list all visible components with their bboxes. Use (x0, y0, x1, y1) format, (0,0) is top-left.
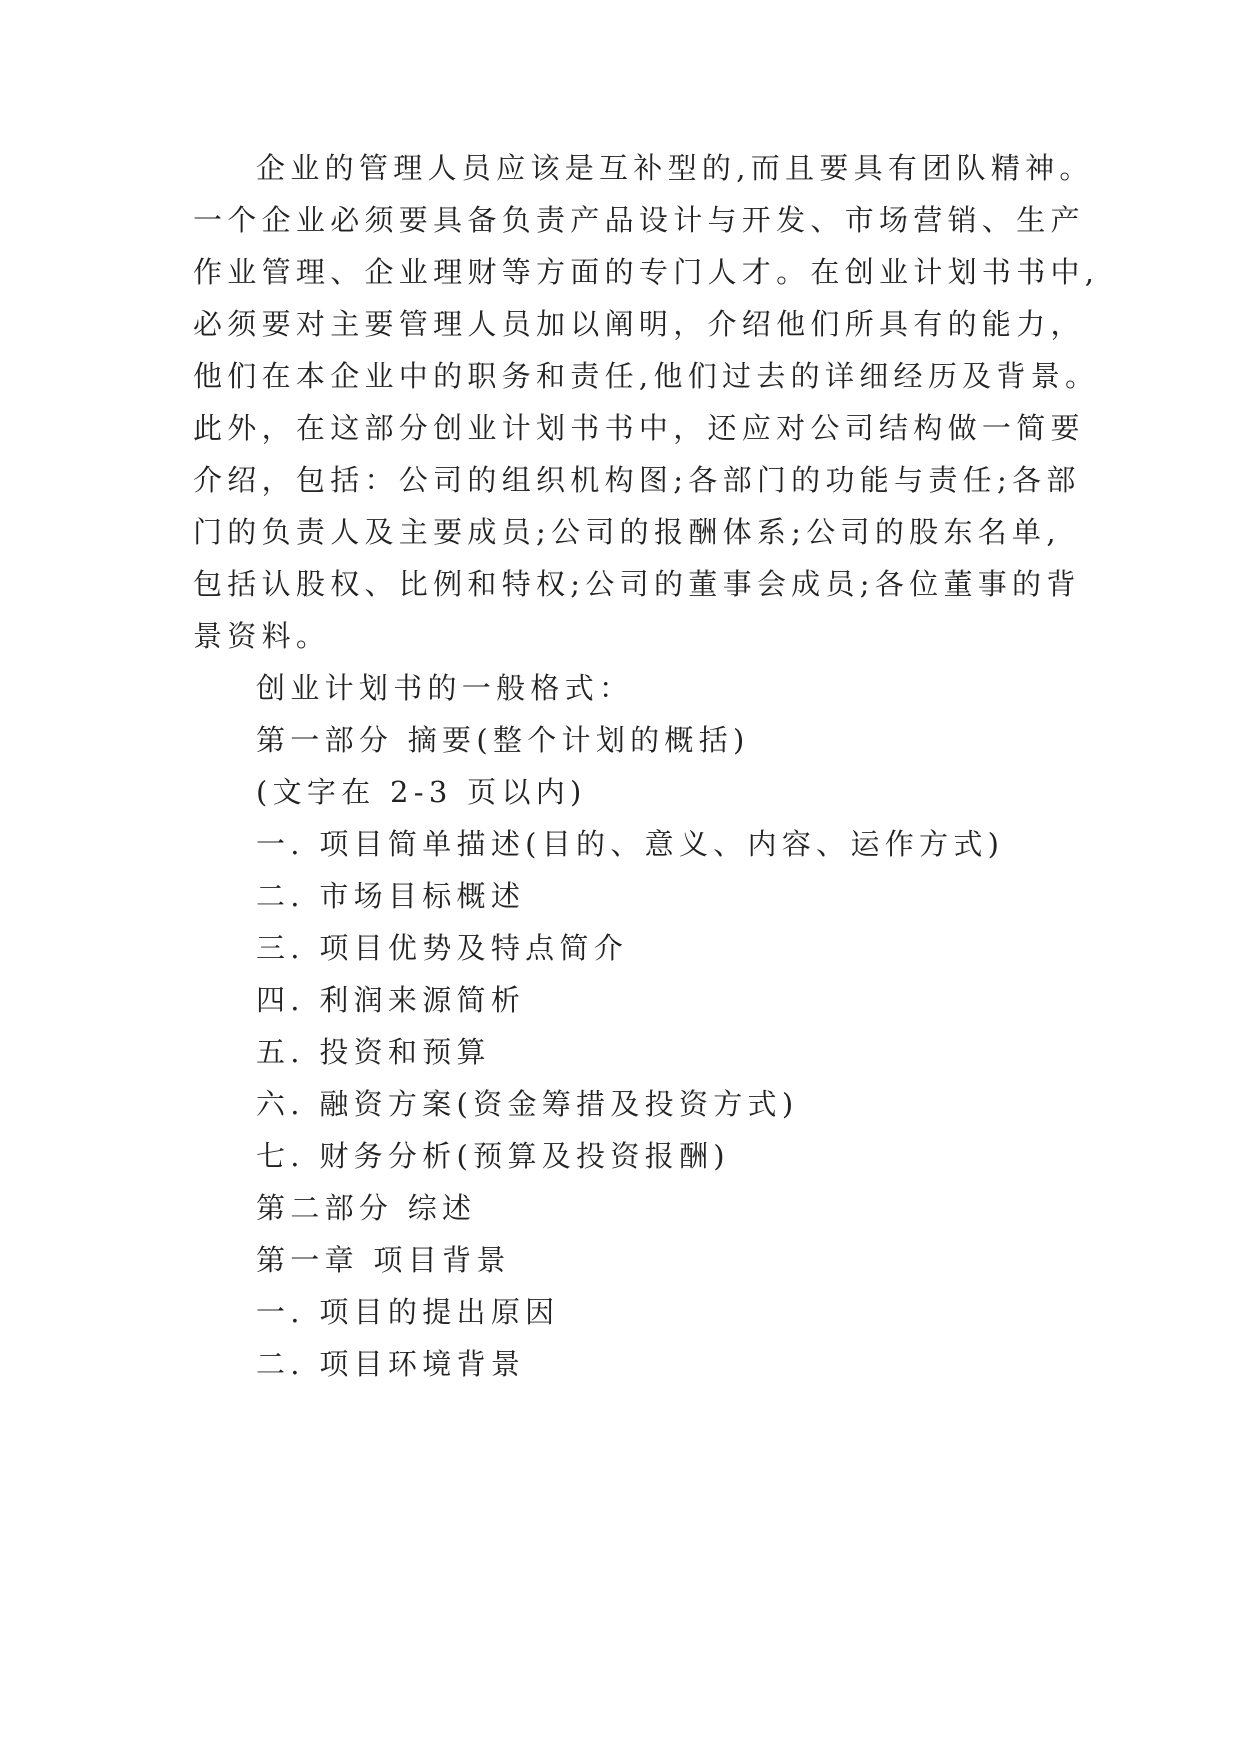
paragraph-line: 作业管理、企业理财等方面的专门人才。在创业计划书书中, (193, 255, 1100, 289)
paragraph-line: 必须要对主要管理人员加以阐明，介绍他们所具有的能力， (193, 307, 1085, 341)
list-item: 五. 投资和预算 (256, 1035, 491, 1069)
paragraph-line: 介绍，包括：公司的组织机构图;各部门的功能与责任;各部 (193, 463, 1081, 497)
note-line: (文字在 2-3 页以内) (256, 775, 587, 809)
paragraph-line: 包括认股权、比例和特权;公司的董事会成员;各位董事的背 (193, 567, 1081, 601)
part-heading: 第一部分 摘要(整个计划的概括) (256, 723, 750, 757)
chapter-heading: 第一章 项目背景 (256, 1243, 511, 1277)
part-heading: 第二部分 综述 (256, 1191, 477, 1225)
list-item: 二. 市场目标概述 (256, 879, 526, 913)
list-item: 七. 财务分析(预算及投资报酬) (256, 1139, 730, 1173)
list-item: 二. 项目环境背景 (256, 1347, 526, 1381)
paragraph-line: 门的负责人及主要成员;公司的报酬体系;公司的股东名单, (193, 515, 1061, 549)
paragraph-line: 他们在本企业中的职务和责任,他们过去的详细经历及背景。 (193, 359, 1100, 393)
list-item: 三. 项目优势及特点简介 (256, 931, 629, 965)
list-item: 四. 利润来源简析 (256, 983, 526, 1017)
section-heading: 创业计划书的一般格式： (256, 671, 634, 705)
list-item: 一. 项目简单描述(目的、意义、内容、运作方式) (256, 827, 1005, 861)
paragraph-line: 景资料。 (193, 619, 331, 653)
paragraph-line: 一个企业必须要具备负责产品设计与开发、市场营销、生产 (193, 203, 1085, 237)
paragraph-line: 企业的管理人员应该是互补型的,而且要具有团队精神。 (256, 151, 1094, 185)
paragraph-line: 此外，在这部分创业计划书书中，还应对公司结构做一简要 (193, 411, 1085, 445)
list-item: 六. 融资方案(资金筹措及投资方式) (256, 1087, 799, 1121)
list-item: 一. 项目的提出原因 (256, 1295, 560, 1329)
